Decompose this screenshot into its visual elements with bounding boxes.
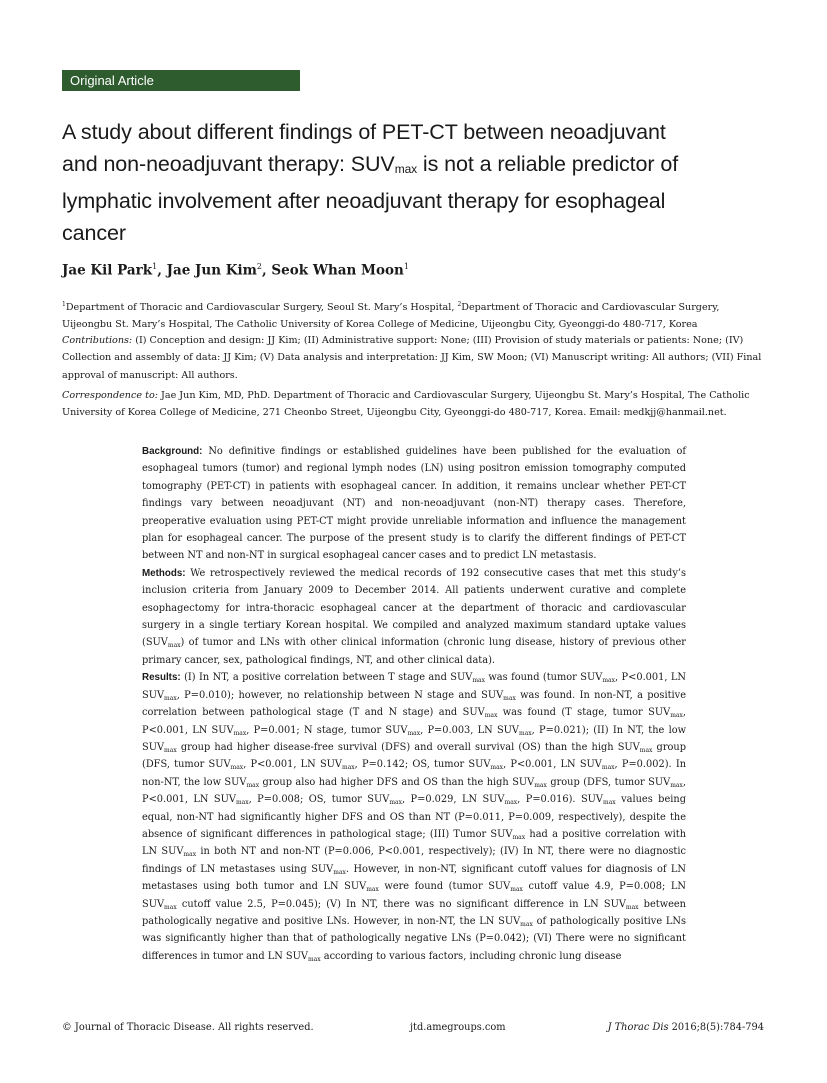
correspondence: Correspondence to: Jae Jun Kim, MD, PhD. Department of Thoracic and Cardiovascular Surgery, Uijeongbu St. Mary’s Hospital, The Catholic University of Korea College of Medicine, 271 Cheonbo Street, Uijeongbu City, Gyeonggi-do 480-717, Korea. Email: medkjj@hanmail.net. (62, 390, 750, 419)
author-list: Jae Kil Park$^1$, Jae Jun Kim$^2$, Seok Whan Moon$^1$ (62, 262, 409, 279)
copyright-notice: © Journal of Thoracic Disease. All rights reserved. (62, 1022, 314, 1033)
abstract (142, 443, 686, 965)
article-title: A study about different findings of PET-CT between neoadjuvant and non-neoadjuvant therapy: $SUV_{max}$ is not a reliable predictor of lymphatic involvement after neoadjuvant therapy for esophageal cancer (62, 120, 679, 245)
article-type-badge: Original Article (62, 70, 300, 91)
author-name: Seok Whan Moon (271, 262, 404, 279)
abstract-background: Background: No definitive findings or established guidelines have been published for the evaluation of esophageal tumors (tumor) and regional lymph nodes (LN) using positron emission tomography computed tomography (PET-CT) in patients with esophageal cancer. In addition, it remains unclear whether PET-CT findings vary between neoadjuvant (NT) and non-neoadjuvant (non-NT) therapy cases. Therefore, preoperative evaluation using PET-CT might provide unreliable information and influence the management plan for esophageal cancer. The purpose of the present study is to clarify the different findings of PET-CT between NT and non-NT in surgical esophageal cancer cases and to predict LN metastasis. (142, 446, 686, 562)
citation: J Thorac Dis 2016;8(5):784-794 (607, 1022, 764, 1033)
author-name: Jae Jun Kim (166, 262, 257, 279)
affiliations: $^1$Department of Thoracic and Cardiovascular Surgery, Seoul St. Mary’s Hospital, $^2$Department of Thoracic and Cardiovascular Surgery, Uijeongbu St. Mary’s Hospital, The Catholic University of Korea College of Medicine, Uijeongbu City, Gyeonggi-do 480-717, Korea (62, 301, 720, 331)
abstract-methods: Methods: We retrospectively reviewed the medical records of 192 consecutive cases that met this study’s inclusion criteria from January 2009 to December 2014. All patients underwent curative and complete esophagectomy for intra-thoracic esophageal cancer at the department of thoracic and cardiovascular surgery in a single tertiary Korean hospital. We compiled and analyzed maximum standard uptake values $(SUV_{max})$ of tumor and LNs with other clinical information (chronic lung disease, history of previous other primary cancer, sex, pathological findings, NT, and other clinical data). (142, 567, 686, 666)
author-name: Jae Kil Park (62, 262, 153, 279)
abstract-results: Results: (I) In NT, a positive correlation between T stage and $SUV_{max}$ was found (tumor $SUV_{max}$, P<0.001, LN $SUV_{max}$, P=0.010); however, no relationship between N stage and $SUV_{max}$ was found. In non-NT, a positive correlation between pathological stage (T and N stage) and $SUV_{max}$ was found (T stage, tumor $SUV_{max}$, P<0.001, LN $SUV_{max}$, P=0.001; N stage, tumor $SUV_{max}$, P=0.003, LN $SUV_{max}$, P=0.021); (II) In NT, the low $SUV_{max}$ group had higher disease-free survival (DFS) and overall survival (OS) than the high $SUV_{max}$ group (DFS, tumor $SUV_{max}$, P<0.001, LN $SUV_{max}$, P=0.142; OS, tumor $SUV_{max}$, P<0.001, LN $SUV_{max}$, P=0.002). In non-NT, the low $SUV_{max}$ group also had higher DFS and OS than the high $SUV_{max}$ group (DFS, tumor $SUV_{max}$, P<0.001, LN $SUV_{max}$, P=0.008; OS, tumor $SUV_{max}$, P=0.029, LN $SUV_{max}$, P=0.016). $SUV_{max}$ values being equal, non-NT had significantly higher DFS and OS than NT (P=0.011, P=0.009, respectively), despite the absence of significant differences in pathological stage; (III) Tumor $SUV_{max}$ had a positive correlation with LN $SUV_{max}$ in both NT and non-NT (P=0.006, P<0.001, respectively); (IV) In NT, there were no diagnostic findings of LN metastases using $SUV_{max}$. However, in non-NT, significant cutoff values for diagnosis of LN metastases using both tumor and LN $SUV_{max}$ were found (tumor $SUV_{max}$ cutoff value 4.9, P=0.008; LN $SUV_{max}$ cutoff value 2.5, P=0.045); (V) In NT, there was no significant difference in LN $SUV_{max}$ between pathologically negative and positive LNs. However, in non-NT, the LN $SUV_{max}$ of pathologically positive LNs was significantly higher than that of pathologically negative LNs (P=0.042); (VI) There were no significant differences in tumor and LN $SUV_{max}$ according to various factors, including chronic lung disease (142, 672, 687, 963)
contributions: Contributions: (I) Conception and design: JJ Kim; (II) Administrative support: None; (III) Provision of study materials or patients: None; (IV) Collection and assembly of data: JJ Kim; (V) Data analysis and interpretation: JJ Kim, SW Moon; (VI) Manuscript writing: All authors; (VII) Final approval of manuscript: All authors. (62, 335, 762, 381)
journal-website-link[interactable]: jtd.amegroups.com (410, 1022, 506, 1033)
